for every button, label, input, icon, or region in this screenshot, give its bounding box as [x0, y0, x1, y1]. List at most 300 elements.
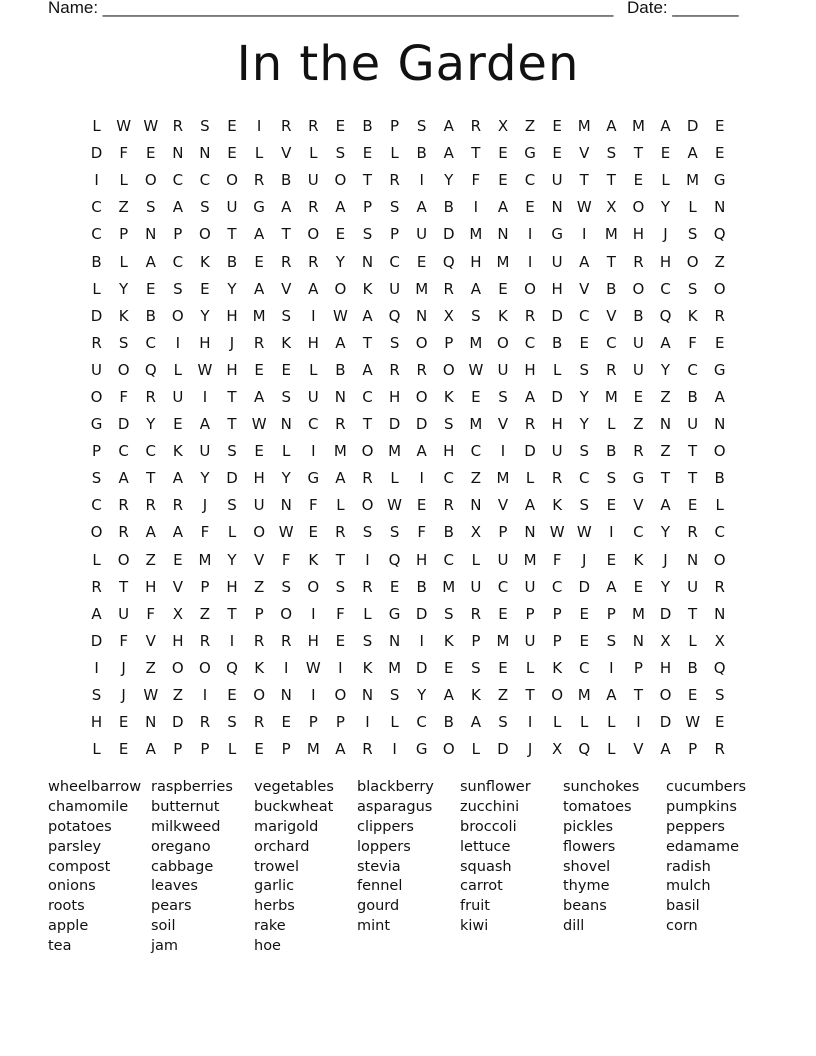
grid-letter: A [606, 686, 617, 705]
grid-letter: U [307, 171, 319, 190]
grid-letter: S [389, 198, 400, 217]
grid-letter: K [362, 658, 373, 677]
grid-letter: P [688, 740, 698, 759]
word-item: potatoes [48, 818, 112, 835]
grid-letter: M [442, 577, 456, 596]
grid-letter: O [334, 171, 347, 190]
grid-letter: S [227, 442, 237, 461]
grid-letter: L [580, 713, 589, 732]
grid-letter: U [199, 442, 211, 461]
grid-letter: U [497, 550, 509, 569]
grid-letter: O [361, 496, 374, 515]
grid-letter: T [688, 604, 698, 623]
grid-letter: N [659, 415, 672, 434]
grid-letter: W [685, 713, 701, 732]
grid-row [83, 682, 733, 709]
grid-letter: E [552, 117, 562, 136]
grid-letter: Q [388, 550, 401, 569]
grid-letter: D [90, 144, 103, 163]
grid-letter: L [173, 360, 182, 379]
grid-letter: E [714, 713, 725, 732]
word-item: rake [254, 918, 286, 935]
grid-letter: U [416, 225, 428, 244]
grid-letter: Y [200, 306, 210, 325]
grid-letter: P [173, 225, 183, 244]
grid-letter: S [362, 631, 373, 650]
word-column [460, 778, 563, 957]
letter-grid [83, 113, 733, 763]
grid-letter: Y [660, 577, 671, 596]
grid-letter: C [308, 415, 319, 434]
grid-letter: B [606, 279, 617, 298]
grid-letter: L [336, 496, 345, 515]
grid-letter: R [280, 631, 292, 650]
grid-letter: O [632, 279, 645, 298]
word-item: milkweed [151, 818, 221, 835]
grid-letter: G [90, 415, 103, 434]
grid-letter: Y [146, 415, 156, 434]
grid-row [83, 357, 733, 384]
grid-letter: H [659, 658, 672, 677]
grid-letter: R [335, 523, 346, 542]
grid-letter: H [443, 442, 455, 461]
grid-letter: F [417, 523, 426, 542]
grid-letter: D [226, 469, 238, 488]
word-item: lettuce [460, 838, 511, 855]
grid-letter: J [582, 550, 587, 569]
grid-letter: U [551, 442, 563, 461]
grid-letter: E [687, 496, 698, 515]
grid-letter: S [498, 387, 508, 406]
grid-letter: K [254, 658, 265, 677]
grid-letter: B [551, 333, 563, 352]
grid-letter: E [173, 415, 183, 434]
grid-letter: H [551, 415, 563, 434]
grid-letter: C [497, 577, 509, 596]
word-column [563, 778, 666, 957]
grid-letter: P [525, 604, 535, 623]
grid-letter: O [713, 442, 726, 461]
grid-letter: X [443, 306, 454, 325]
grid-row [83, 194, 733, 221]
grid-letter: X [470, 523, 481, 542]
word-item: fruit [460, 898, 490, 915]
grid-letter: I [94, 658, 99, 677]
grid-letter: A [524, 496, 536, 515]
grid-letter: D [659, 713, 672, 732]
grid-letter: R [687, 523, 698, 542]
grid-letter: Y [227, 279, 237, 298]
word-item: vegetables [254, 779, 334, 795]
grid-letter: S [281, 577, 291, 596]
word-item: pears [151, 898, 192, 915]
grid-letter: O [199, 225, 211, 244]
grid-letter: L [92, 550, 101, 569]
grid-letter: D [117, 415, 130, 434]
grid-letter: Z [145, 658, 156, 677]
grid-letter: N [388, 631, 401, 650]
grid-letter: S [714, 686, 725, 705]
grid-letter: B [91, 252, 102, 271]
word-item: broccoli [460, 818, 517, 835]
grid-letter: N [686, 550, 699, 569]
grid-letter: H [307, 631, 319, 650]
grid-letter: L [92, 740, 101, 759]
grid-letter: A [362, 306, 373, 325]
grid-letter: R [308, 198, 319, 217]
grid-letter: C [524, 333, 536, 352]
grid-letter: A [524, 387, 536, 406]
grid-letter: Q [442, 252, 455, 271]
grid-letter: I [419, 631, 424, 650]
word-item: corn [666, 918, 698, 935]
grid-letter: K [118, 306, 129, 325]
word-item: herbs [254, 898, 295, 915]
grid-letter: M [415, 279, 429, 298]
word-item: squash [460, 858, 512, 875]
grid-letter: S [145, 198, 156, 217]
grid-letter: P [173, 740, 183, 759]
grid-letter: M [469, 333, 483, 352]
grid-letter: F [119, 387, 128, 406]
grid-letter: R [91, 577, 102, 596]
grid-letter: T [227, 225, 237, 244]
grid-letter: M [686, 171, 700, 190]
grid-letter: C [172, 171, 184, 190]
word-item: carrot [460, 878, 503, 895]
word-item: oregano [151, 838, 211, 855]
grid-letter: R [335, 415, 346, 434]
grid-letter: N [714, 604, 726, 623]
grid-letter: J [527, 740, 533, 759]
grid-letter: P [335, 713, 345, 732]
grid-letter: S [498, 713, 508, 732]
grid-letter: X [552, 740, 563, 759]
grid-letter: T [281, 225, 291, 244]
grid-letter: S [579, 360, 589, 379]
grid-letter: B [281, 171, 292, 190]
grid-letter: Q [659, 306, 672, 325]
grid-letter: O [334, 686, 347, 705]
grid-letter: R [280, 117, 292, 136]
grid-letter: Q [388, 306, 401, 325]
grid-letter: P [471, 631, 481, 650]
grid-letter: B [606, 442, 617, 461]
grid-letter: E [335, 631, 346, 650]
grid-letter: P [200, 740, 210, 759]
grid-row [83, 601, 733, 628]
grid-letter: W [576, 523, 592, 542]
grid-letter: A [660, 117, 671, 136]
grid-letter: T [119, 577, 129, 596]
grid-letter: U [470, 577, 482, 596]
grid-letter: C [91, 198, 102, 217]
grid-letter: O [253, 523, 266, 542]
grid-letter: G [713, 171, 726, 190]
grid-letter: D [415, 658, 428, 677]
grid-letter: E [579, 631, 589, 650]
grid-letter: R [416, 360, 427, 379]
grid-letter: Y [660, 198, 671, 217]
word-item: pickles [563, 818, 614, 835]
grid-letter: I [392, 740, 397, 759]
grid-letter: A [443, 144, 454, 163]
grid-letter: Z [660, 442, 671, 461]
grid-letter: R [145, 387, 156, 406]
grid-letter: V [606, 306, 617, 325]
word-item: peppers [666, 818, 725, 835]
grid-letter: T [633, 686, 643, 705]
grid-letter: A [470, 279, 481, 298]
grid-letter: N [145, 713, 157, 732]
grid-row [83, 628, 733, 655]
word-item: gourd [357, 898, 400, 915]
grid-letter: R [253, 713, 265, 732]
grid-letter: O [361, 442, 374, 461]
grid-letter: S [91, 686, 102, 705]
grid-letter: U [524, 631, 536, 650]
grid-letter: R [362, 469, 373, 488]
grid-letter: N [714, 415, 726, 434]
grid-letter: M [198, 550, 212, 569]
grid-letter: X [714, 631, 725, 650]
grid-letter: T [579, 171, 589, 190]
grid-letter: P [281, 740, 291, 759]
grid-letter: A [687, 144, 698, 163]
word-item: mulch [666, 878, 711, 895]
grid-letter: O [497, 333, 509, 352]
grid-letter: V [145, 631, 156, 650]
grid-letter: Z [524, 117, 536, 136]
word-item: kiwi [460, 918, 489, 935]
grid-letter: A [416, 442, 427, 461]
grid-letter: S [362, 225, 373, 244]
grid-letter: A [145, 523, 156, 542]
grid-letter: R [362, 577, 373, 596]
grid-letter: L [607, 740, 616, 759]
grid-letter: N [524, 523, 536, 542]
grid-letter: P [552, 604, 562, 623]
word-item: stevia [357, 858, 401, 875]
grid-letter: H [226, 306, 238, 325]
grid-letter: L [92, 279, 101, 298]
grid-letter: T [471, 144, 481, 163]
grid-letter: E [579, 333, 589, 352]
grid-letter: N [497, 225, 509, 244]
grid-letter: F [471, 171, 481, 190]
grid-letter: R [443, 279, 454, 298]
grid-letter: T [633, 144, 643, 163]
grid-letter: W [305, 658, 321, 677]
grid-letter: E [335, 225, 346, 244]
grid-letter: T [660, 469, 671, 488]
grid-letter: A [172, 198, 183, 217]
grid-letter: U [118, 604, 130, 623]
grid-letter: A [172, 469, 183, 488]
grid-row [83, 709, 733, 736]
word-column [666, 778, 769, 957]
grid-letter: B [416, 144, 427, 163]
grid-letter: W [197, 360, 213, 379]
grid-letter: M [604, 387, 618, 406]
word-item: basil [666, 898, 700, 915]
grid-letter: O [686, 252, 699, 271]
grid-letter: S [389, 333, 400, 352]
grid-letter: R [253, 171, 265, 190]
grid-letter: F [336, 604, 345, 623]
grid-letter: E [200, 279, 210, 298]
word-item: marigold [254, 818, 319, 835]
grid-letter: C [172, 252, 184, 271]
grid-letter: T [688, 469, 698, 488]
grid-letter: M [306, 740, 320, 759]
grid-letter: O [524, 279, 536, 298]
grid-letter: A [253, 225, 265, 244]
grid-letter: I [338, 658, 343, 677]
grid-letter: N [280, 415, 292, 434]
grid-letter: S [687, 279, 698, 298]
grid-letter: Q [713, 225, 726, 244]
grid-letter: D [686, 117, 699, 136]
grid-letter: B [714, 469, 725, 488]
grid-letter: G [307, 469, 320, 488]
grid-letter: U [389, 279, 401, 298]
grid-letter: Z [714, 252, 725, 271]
grid-letter: V [579, 144, 590, 163]
grid-letter: S [444, 415, 454, 434]
grid-letter: Y [579, 387, 589, 406]
grid-letter: M [388, 658, 402, 677]
grid-letter: M [496, 469, 510, 488]
grid-letter: K [362, 279, 373, 298]
grid-letter: C [714, 523, 725, 542]
grid-letter: K [633, 550, 644, 569]
grid-letter: R [524, 415, 536, 434]
grid-row [83, 303, 733, 330]
grid-letter: H [416, 550, 428, 569]
grid-letter: J [663, 225, 668, 244]
grid-letter: R [443, 496, 454, 515]
grid-letter: A [145, 740, 156, 759]
grid-letter: C [524, 171, 536, 190]
grid-letter: T [688, 442, 698, 461]
grid-letter: K [552, 658, 563, 677]
grid-letter: D [90, 631, 103, 650]
grid-letter: I [527, 713, 533, 732]
grid-letter: L [282, 442, 291, 461]
grid-letter: H [199, 333, 211, 352]
grid-letter: V [497, 496, 509, 515]
grid-letter: P [119, 225, 129, 244]
grid-letter: K [443, 387, 454, 406]
grid-letter: I [419, 469, 424, 488]
grid-letter: A [335, 740, 346, 759]
grid-letter: A [660, 740, 671, 759]
grid-letter: D [90, 306, 103, 325]
grid-row [83, 167, 733, 194]
grid-letter: P [390, 117, 400, 136]
grid-letter: U [253, 496, 265, 515]
grid-letter: O [144, 171, 157, 190]
grid-letter: P [606, 604, 616, 623]
grid-letter: S [335, 144, 346, 163]
grid-letter: E [633, 387, 644, 406]
grid-letter: I [202, 686, 208, 705]
grid-letter: Y [444, 171, 454, 190]
grid-letter: E [173, 550, 183, 569]
grid-letter: N [416, 306, 428, 325]
grid-letter: E [416, 252, 427, 271]
grid-letter: A [281, 198, 292, 217]
grid-letter: A [335, 198, 346, 217]
word-item: hoe [254, 938, 281, 955]
grid-letter: R [308, 117, 319, 136]
grid-letter: T [227, 387, 237, 406]
grid-letter: E [687, 686, 698, 705]
grid-letter: I [311, 604, 316, 623]
grid-letter: Y [281, 469, 291, 488]
grid-letter: E [633, 171, 644, 190]
grid-row [83, 384, 733, 411]
grid-letter: R [633, 442, 644, 461]
grid-letter: E [606, 550, 617, 569]
grid-letter: U [226, 198, 238, 217]
grid-letter: Y [660, 523, 671, 542]
grid-letter: K [443, 631, 454, 650]
grid-letter: R [551, 469, 563, 488]
word-item: thyme [563, 878, 610, 895]
grid-letter: S [471, 306, 481, 325]
grid-letter: L [471, 740, 481, 759]
grid-letter: I [365, 550, 370, 569]
grid-letter: C [633, 523, 644, 542]
grid-letter: F [688, 333, 697, 352]
word-item: parsley [48, 838, 102, 855]
grid-letter: T [606, 252, 616, 271]
grid-letter: G [253, 198, 265, 217]
grid-letter: L [525, 469, 535, 488]
grid-letter: T [362, 333, 373, 352]
grid-row [83, 736, 733, 763]
grid-letter: R [308, 252, 319, 271]
grid-letter: W [468, 360, 484, 379]
grid-letter: D [551, 306, 563, 325]
grid-letter: O [171, 306, 184, 325]
grid-letter: O [117, 550, 130, 569]
grid-letter: N [714, 198, 726, 217]
grid-letter: W [143, 117, 159, 136]
grid-letter: P [92, 442, 102, 461]
grid-letter: C [660, 279, 671, 298]
grid-row [83, 330, 733, 357]
grid-letter: L [390, 469, 399, 488]
grid-letter: L [227, 523, 237, 542]
grid-letter: O [415, 387, 428, 406]
grid-letter: L [471, 550, 481, 569]
grid-letter: N [172, 144, 184, 163]
grid-letter: U [687, 577, 699, 596]
grid-letter: P [390, 225, 400, 244]
grid-letter: R [633, 252, 644, 271]
grid-letter: L [390, 144, 399, 163]
grid-letter: C [551, 577, 563, 596]
grid-letter: R [172, 117, 184, 136]
grid-row [83, 113, 733, 140]
grid-letter: I [94, 171, 99, 190]
word-list [48, 778, 769, 957]
grid-letter: S [200, 117, 210, 136]
grid-letter: B [443, 198, 454, 217]
